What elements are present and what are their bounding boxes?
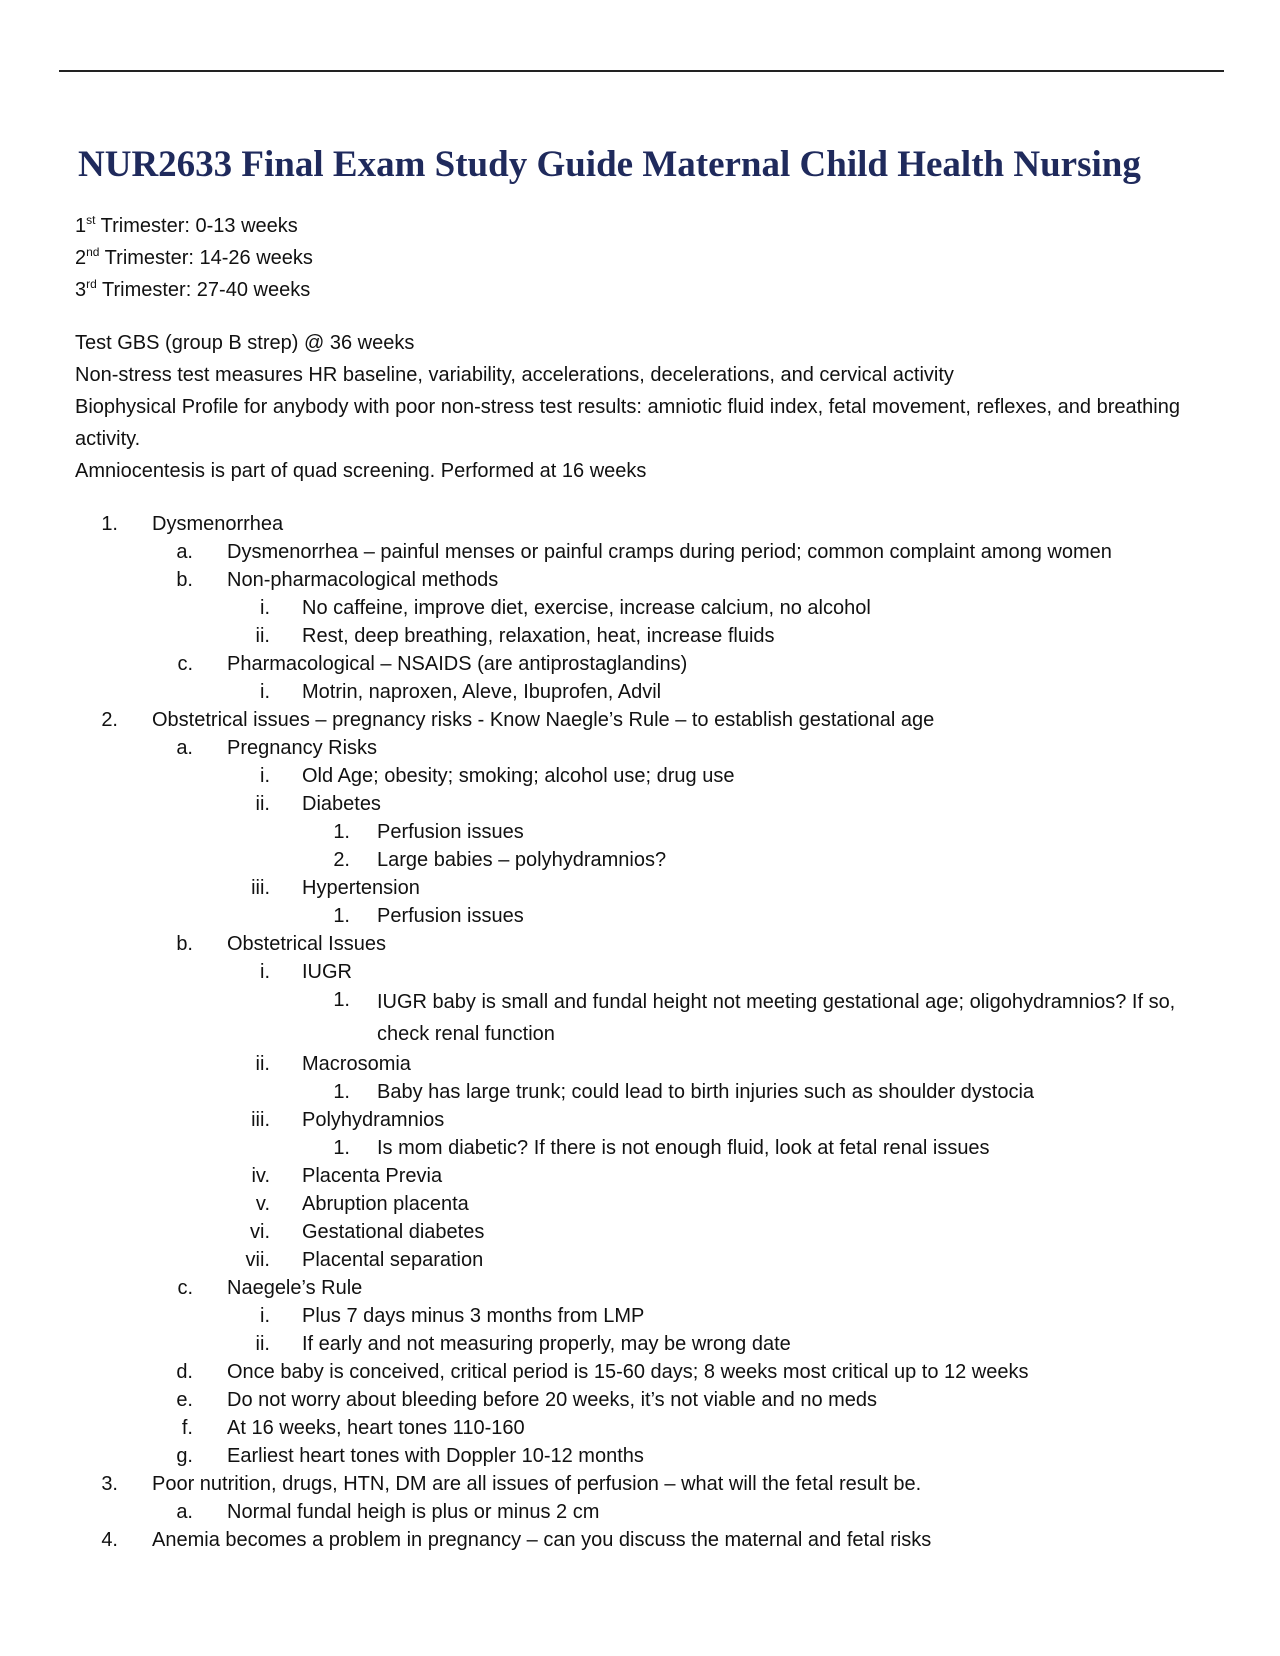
outline-marker: ii. [255,1333,270,1355]
outline-text: Dysmenorrhea [152,513,284,535]
outline-marker: 1. [333,989,350,1011]
outline-marker: a. [176,737,193,759]
outline-marker: ii. [255,793,270,815]
outline-text: Abruption placenta [302,1193,469,1215]
outline-text: Plus 7 days minus 3 months from LMP [302,1305,645,1327]
outline-marker: b. [176,933,193,955]
outline-text: Poor nutrition, drugs, HTN, DM are all issues of perfusion – what will the fetal result be. [152,1473,922,1495]
outline-marker: c. [177,653,193,675]
outline-marker: 2. [333,849,350,871]
outline-marker: 2. [101,709,118,731]
intro-paragraph: Biophysical Profile for anybody with poor non-stress test results: amniotic fluid index, fetal movement, reflexes, and breathing activity. [75,396,1180,450]
outline-text: Diabetes [302,793,381,815]
outline-text: No caffeine, improve diet, exercise, increase calcium, no alcohol [302,597,871,619]
trimester-2-suffix: nd [86,245,100,259]
outline-text: Do not worry about bleeding before 20 weeks, it’s not viable and no meds [227,1389,878,1411]
trimester-1-text: Trimester: 0-13 weeks [95,215,298,237]
trimester-2-line [75,242,313,274]
trimester-1-num: 1 [75,215,87,237]
outline-text: Non-pharmacological methods [227,569,499,591]
outline-text: Placenta Previa [302,1165,443,1187]
outline-marker: 1. [333,905,350,927]
outline-marker: a. [176,1501,193,1523]
outline-text: Gestational diabetes [302,1221,485,1243]
outline-marker: d. [176,1361,193,1383]
outline-marker: i. [260,1305,270,1327]
outline-marker: iii. [251,1109,270,1131]
outline-marker: b. [176,569,193,591]
outline-text: Polyhydramnios [302,1109,445,1131]
trimester-3-suffix: rd [86,277,97,291]
outline-text: At 16 weeks, heart tones 110-160 [227,1417,525,1439]
outline-marker: g. [176,1445,193,1467]
trimester-3-line [75,274,310,306]
outline-marker: iii. [251,877,270,899]
outline-marker: i. [260,681,270,703]
outline-marker: i. [260,597,270,619]
outline-text: Perfusion issues [377,821,524,843]
outline-marker: 1. [333,821,350,843]
outline-marker: 1. [333,1137,350,1159]
outline-marker: c. [177,1277,193,1299]
trimester-2-text: Trimester: 14-26 weeks [99,247,313,269]
outline-marker: ii. [255,625,270,647]
top-rule [59,70,1224,72]
outline-marker: f. [181,1417,193,1439]
outline-text: Rest, deep breathing, relaxation, heat, increase fluids [302,625,775,647]
outline-text: Obstetrical Issues [227,933,386,955]
intro-line: Test GBS (group B strep) @ 36 weeks [75,332,415,354]
outline-marker: iv. [251,1165,270,1187]
outline-marker: a. [176,541,193,563]
outline-text: Dysmenorrhea – painful menses or painful cramps during period; common complaint among women [227,541,1112,563]
outline-text: Large babies – polyhydramnios? [377,849,667,871]
outline-marker: vi. [250,1221,270,1243]
outline-text: Placental separation [302,1249,484,1271]
trimester-3-num: 3 [75,279,87,301]
outline-text: Perfusion issues [377,905,524,927]
outline-marker: ii. [255,1053,270,1075]
outline-marker: 1. [101,513,118,535]
outline-text: Pregnancy Risks [227,737,378,759]
outline-marker: i. [260,961,270,983]
outline-text: Macrosomia [302,1053,411,1075]
outline-text: Motrin, naproxen, Aleve, Ibuprofen, Advil [302,681,662,703]
outline-marker: 1. [333,1081,350,1103]
outline-marker: 4. [101,1529,118,1551]
outline-text: Earliest heart tones with Doppler 10-12 months [227,1445,644,1467]
intro-line: Non-stress test measures HR baseline, variability, accelerations, decelerations, and cervical activity [75,364,954,386]
outline-text: Baby has large trunk; could lead to birth injuries such as shoulder dystocia [377,1081,1035,1103]
outline-text: Naegele’s Rule [227,1277,363,1299]
outline-marker: 3. [101,1473,118,1495]
outline-marker: vii. [245,1249,270,1271]
page-title: NUR2633 Final Exam Study Guide Maternal Child Health Nursing [78,144,1141,185]
outline-text: Is mom diabetic? If there is not enough fluid, look at fetal renal issues [377,1137,990,1159]
outline-text: Obstetrical issues – pregnancy risks - Know Naegle’s Rule – to establish gestational age [152,709,935,731]
outline-marker: v. [255,1193,270,1215]
trimester-1-suffix: st [86,213,96,227]
outline-marker: e. [176,1389,193,1411]
outline-text: IUGR [302,961,352,983]
outline-text: Hypertension [302,877,420,899]
outline-marker: i. [260,765,270,787]
intro-line: Amniocentesis is part of quad screening. Performed at 16 weeks [75,460,647,482]
outline-text: Anemia becomes a problem in pregnancy – can you discuss the maternal and fetal risks [152,1529,932,1551]
outline-text: Old Age; obesity; smoking; alcohol use; drug use [302,765,735,787]
trimester-1-line [75,210,298,242]
outline-text: IUGR baby is small and fundal height not meeting gestational age; oligohydramnios? If so, check renal function [377,991,1176,1045]
outline-text: If early and not measuring properly, may be wrong date [302,1333,791,1355]
trimester-2-num: 2 [75,247,87,269]
outline-text: Once baby is conceived, critical period is 15-60 days; 8 weeks most critical up to 12 weeks [227,1361,1029,1383]
outline-text: Pharmacological – NSAIDS (are antiprostaglandins) [227,653,688,675]
trimester-3-text: Trimester: 27-40 weeks [96,279,311,301]
outline-text: Normal fundal heigh is plus or minus 2 cm [227,1501,600,1523]
